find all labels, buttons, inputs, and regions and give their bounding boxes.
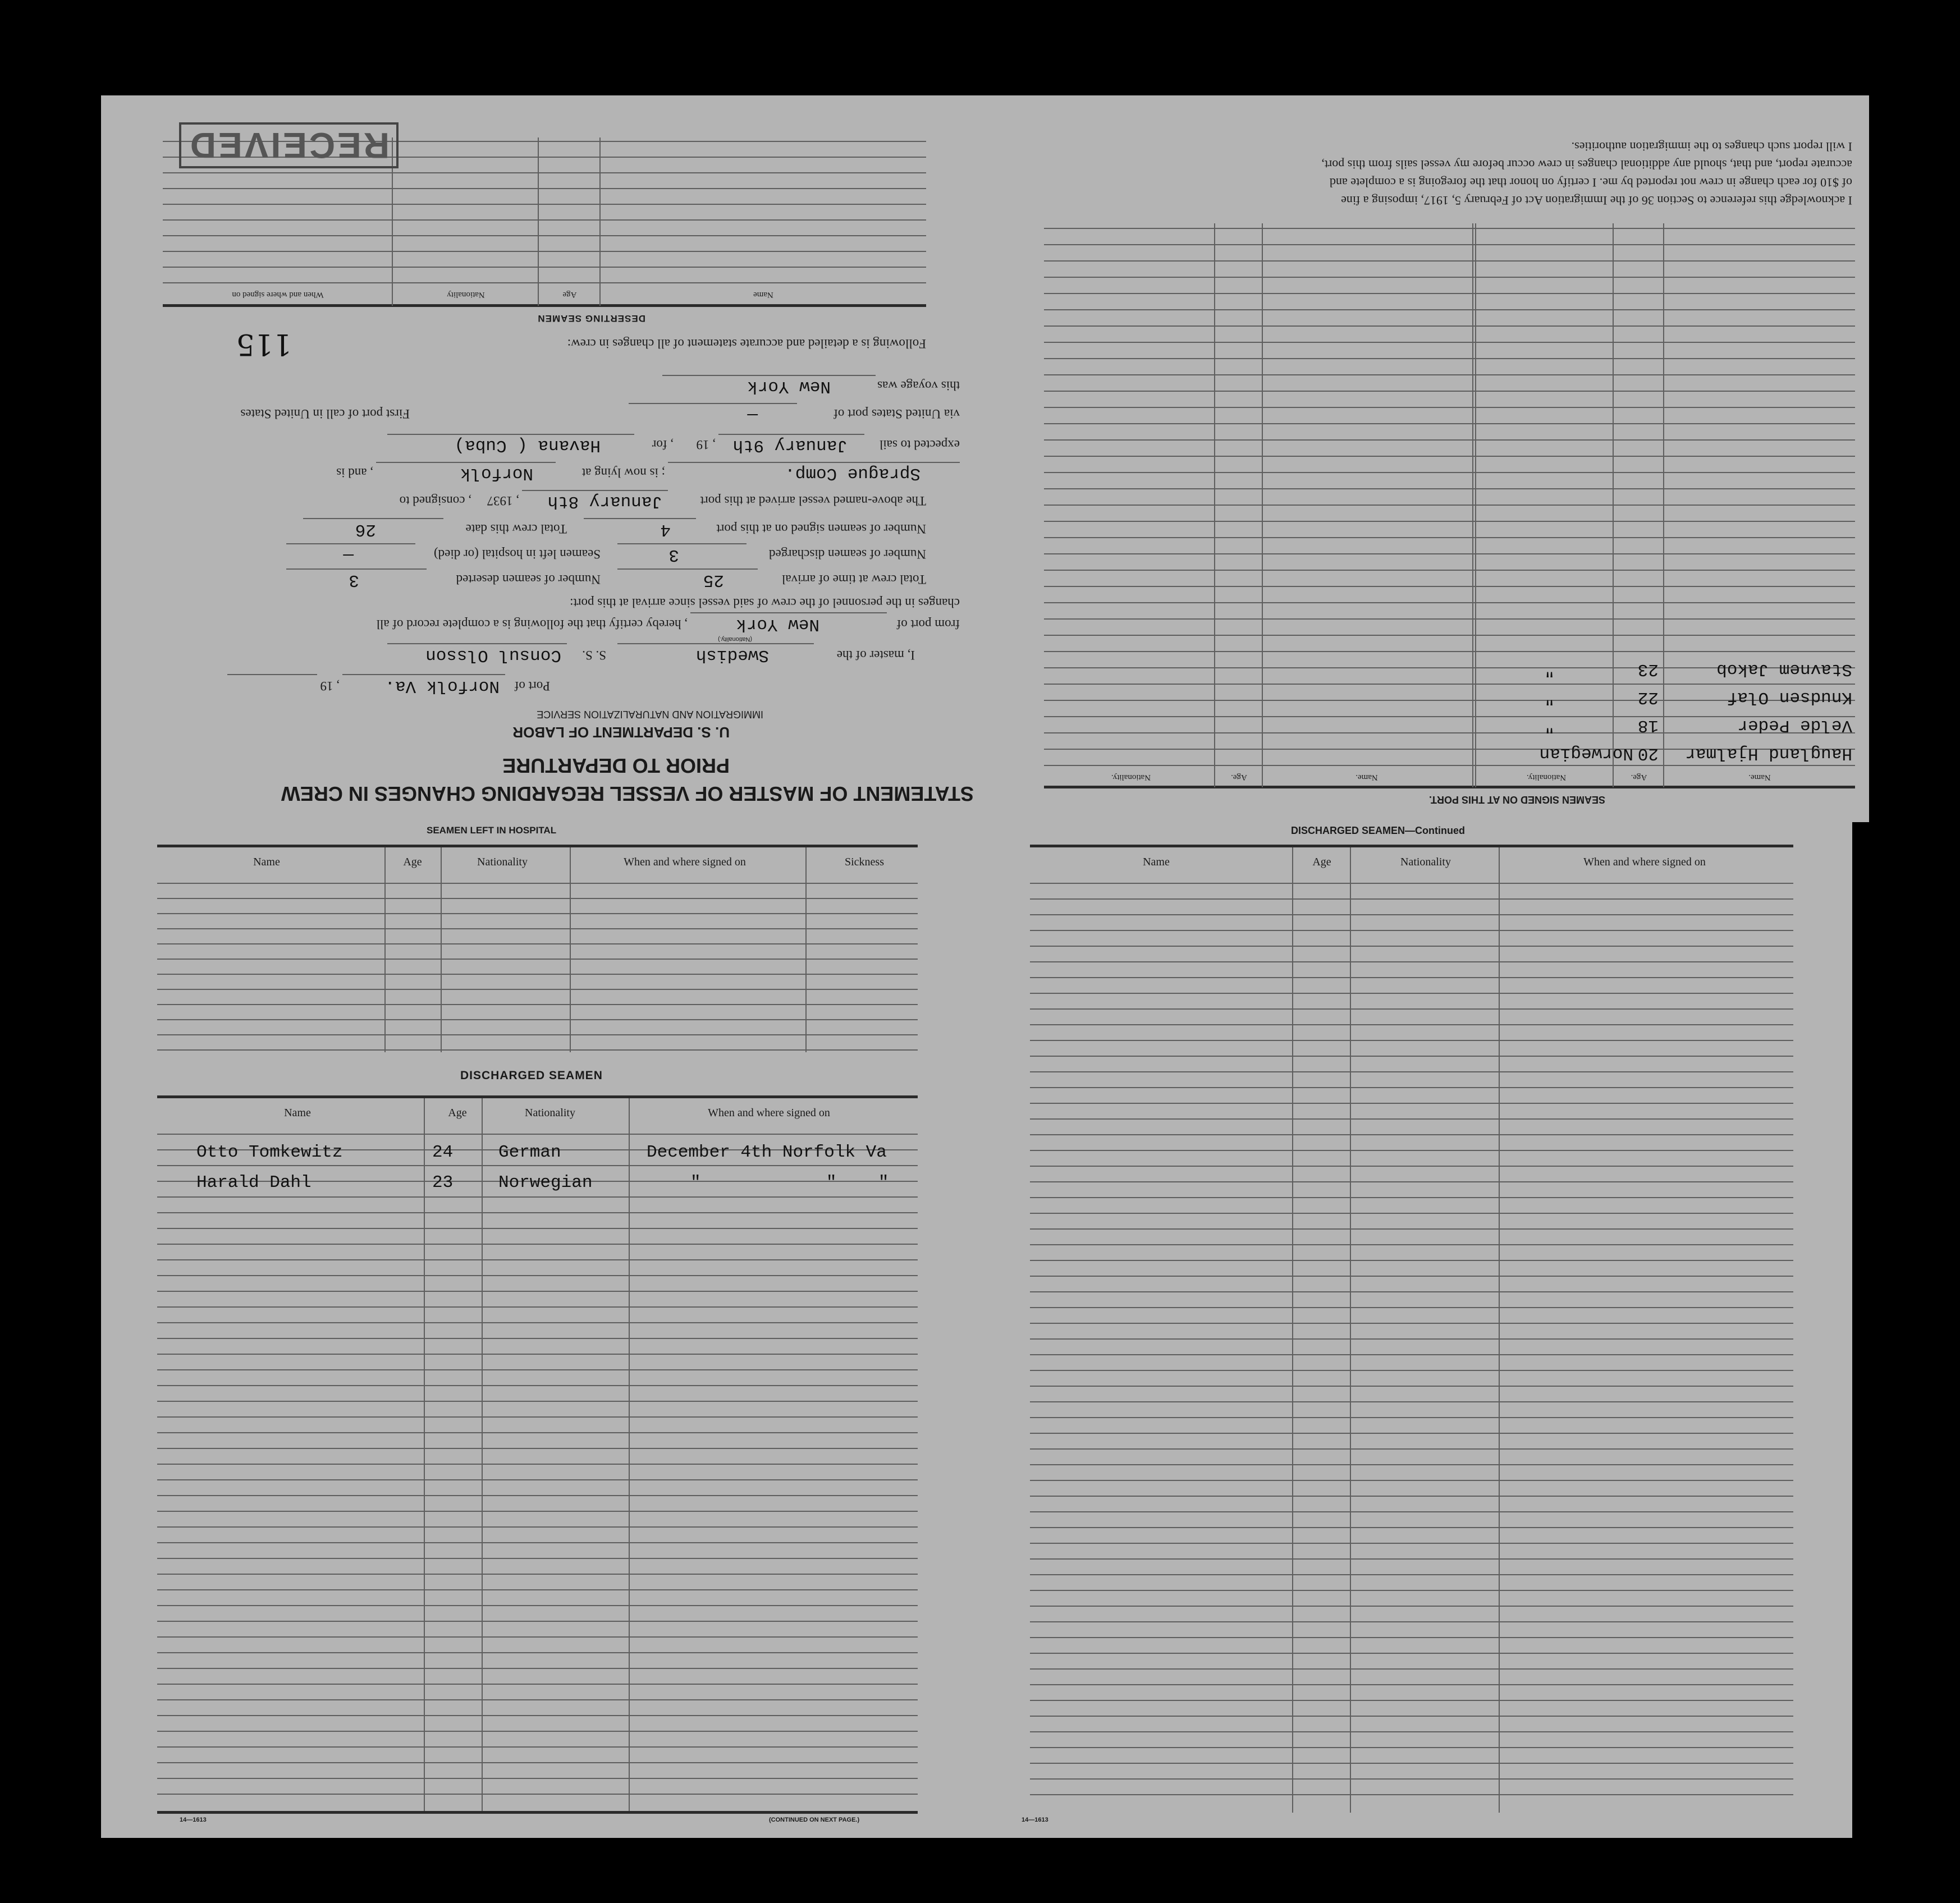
ruled-line xyxy=(157,1228,918,1229)
deserted-rule xyxy=(286,568,427,570)
nationality-value: Swedish xyxy=(695,645,769,665)
from-port-label: from port of xyxy=(896,617,960,631)
ruled-line xyxy=(163,235,926,236)
arrived-year: , 1937 xyxy=(487,494,519,508)
voyage-label: this voyage was xyxy=(877,379,960,393)
signed-on-col-nationality-left: Nationality. xyxy=(1526,773,1567,782)
ruled-line xyxy=(1044,765,1855,766)
ruled-line xyxy=(1030,883,1793,884)
ruled-line xyxy=(1044,472,1855,473)
ruled-line xyxy=(1030,1716,1793,1717)
ruled-line xyxy=(1030,1511,1793,1512)
signed-value: 4 xyxy=(660,520,671,539)
upper-right-rotated xyxy=(993,95,1869,822)
ruled-line xyxy=(1030,1056,1793,1057)
for-label: , for xyxy=(652,438,674,452)
signed-label: Number of seamen signed on at this port xyxy=(716,522,926,536)
ruled-line xyxy=(1030,1008,1793,1010)
ruled-line xyxy=(1044,439,1855,441)
ruled-line xyxy=(1030,1040,1793,1041)
ruled-line xyxy=(157,1165,918,1166)
ruled-line xyxy=(1030,1527,1793,1528)
discharged-row-1-signed-on: December 4th Norfolk Va xyxy=(647,1143,887,1162)
ruled-line xyxy=(1044,374,1855,375)
arrived-label: The above-named vessel arrived at this port xyxy=(700,494,926,508)
port-value: Norfolk Va. xyxy=(384,676,500,696)
signed-on-row-1-name: Haugland Hjalmar xyxy=(1685,744,1852,763)
deserted-value: 3 xyxy=(349,570,359,590)
ruled-line xyxy=(157,1731,918,1732)
hospital-col-age: Age xyxy=(403,856,422,868)
ruled-line xyxy=(157,1636,918,1638)
ruled-line xyxy=(157,1464,918,1465)
ruled-line xyxy=(1044,537,1855,538)
ruled-line xyxy=(157,1338,918,1339)
ruled-line xyxy=(157,1291,918,1292)
lower-right-page xyxy=(993,822,1852,1838)
deserting-col-name: Name xyxy=(753,290,773,299)
ruled-line xyxy=(1030,1778,1793,1780)
ruled-line xyxy=(157,1212,918,1213)
ruled-line xyxy=(1030,1071,1793,1072)
ruled-line xyxy=(1030,977,1793,978)
ruled-line xyxy=(157,1668,918,1669)
ruled-line xyxy=(157,1684,918,1685)
hospital-vline xyxy=(570,847,571,1052)
ruled-line xyxy=(157,883,918,884)
ruled-line xyxy=(157,1589,918,1590)
ruled-line xyxy=(1030,1684,1793,1685)
consigned-label: , consigned to xyxy=(399,494,471,508)
ruled-line xyxy=(1030,1433,1793,1434)
first-port-label: First port of call in United States xyxy=(240,407,410,421)
hospital-col-name: Name xyxy=(253,856,280,868)
deserting-col-age: Age xyxy=(562,290,577,299)
hospital-col-sickness: Sickness xyxy=(845,856,884,868)
ruled-line xyxy=(1044,342,1855,343)
vessel-rule xyxy=(387,643,567,644)
ruled-line xyxy=(1044,488,1855,489)
ruled-line xyxy=(163,267,926,268)
ruled-line xyxy=(1044,505,1855,506)
ruled-line xyxy=(157,1542,918,1543)
ack-line-1: I acknowledge this reference to Section 36 of the Immigration Act of February 5, 1917, imposing a fine xyxy=(1341,194,1852,208)
ruled-line xyxy=(1030,1747,1793,1748)
ruled-line xyxy=(1030,1448,1793,1450)
ruled-line xyxy=(157,1049,918,1051)
arrived-rule xyxy=(522,490,668,491)
ruled-line xyxy=(1030,1134,1793,1135)
ack-line-3: accurate report, and that, should any additional changes in crew occur before my vessel sails from this port, xyxy=(1321,158,1852,172)
continued-vline xyxy=(1350,847,1351,1813)
ruled-line xyxy=(157,1034,918,1035)
continued-note: (CONTINUED ON NEXT PAGE.) xyxy=(769,1817,860,1823)
handwritten-number: 115 xyxy=(236,327,292,361)
ruled-line xyxy=(1030,914,1793,915)
form-number: 14—1613 xyxy=(180,1817,207,1823)
ruled-line xyxy=(157,1019,918,1020)
ruled-line xyxy=(157,898,918,899)
year-rule xyxy=(227,674,317,675)
continued-vline xyxy=(1499,847,1500,1813)
and-is: , and is xyxy=(336,466,373,480)
ruled-line xyxy=(1044,309,1855,310)
ruled-line xyxy=(1030,1558,1793,1560)
deserting-col-nationality: Nationality xyxy=(447,290,485,299)
ruled-line xyxy=(1044,635,1855,636)
ruled-line xyxy=(1030,1621,1793,1622)
ruled-line xyxy=(1030,1543,1793,1544)
signed-on-row-2-nationality: " xyxy=(1544,716,1555,735)
total-label: Total crew this date xyxy=(465,522,567,536)
ruled-line xyxy=(157,1416,918,1418)
ruled-line xyxy=(1030,1197,1793,1198)
discharged-row-1-name: Otto Tomkewitz xyxy=(196,1143,343,1162)
ruled-line xyxy=(1044,521,1855,522)
ruled-line xyxy=(157,959,918,960)
expected-label: expected to sail xyxy=(879,438,960,452)
ruled-line xyxy=(1030,1323,1793,1324)
discharged-row-1-age: 24 xyxy=(432,1143,454,1162)
ruled-line xyxy=(163,219,926,221)
ruled-line xyxy=(1030,1668,1793,1670)
signed-on-row-1-age: 20 xyxy=(1637,744,1659,763)
ruled-line xyxy=(1030,946,1793,947)
hospital-vline xyxy=(384,847,386,1052)
year-prefix: , 19 xyxy=(320,679,340,693)
ruled-line xyxy=(1030,1166,1793,1167)
ruled-line xyxy=(157,1621,918,1622)
ruled-line xyxy=(157,1495,918,1496)
ruled-line xyxy=(1030,1354,1793,1355)
lying-label: ; is now lying at xyxy=(581,466,665,480)
via-rule xyxy=(629,403,797,404)
ruled-line xyxy=(1030,1731,1793,1732)
signed-on-row-2-name: Velde Peder xyxy=(1737,716,1852,735)
discharged-vline xyxy=(482,1098,483,1811)
deserting-col-signed-on: When and where signed on xyxy=(232,290,324,299)
ruled-line xyxy=(1030,1024,1793,1025)
hospital-vline xyxy=(441,847,442,1052)
ruled-line xyxy=(1044,651,1855,652)
master-line: I, master of the xyxy=(836,648,915,662)
discharged-label: Number of seamen discharged xyxy=(769,547,926,561)
continued-col-signed-on: When and where signed on xyxy=(1583,856,1706,868)
following-text: Following is a detailed and accurate statement of all changes in crew: xyxy=(567,337,926,351)
ruled-line xyxy=(1030,1103,1793,1104)
deserting-vline xyxy=(538,137,539,306)
ruled-line xyxy=(1044,586,1855,587)
form-number-right: 14—1613 xyxy=(1022,1817,1048,1823)
ack-line-2: of $10 for each change in crew not reported by me. I certify on honor that the foregoing is a complete and xyxy=(1330,176,1852,190)
ruled-line xyxy=(1030,1370,1793,1371)
first-port-value: New York xyxy=(747,377,831,396)
continued-col-nationality: Nationality xyxy=(1400,856,1451,868)
ruled-line xyxy=(1044,277,1855,278)
ruled-line xyxy=(157,1511,918,1512)
total-rule xyxy=(303,518,443,519)
continued-vline xyxy=(1292,847,1293,1813)
ruled-line xyxy=(157,943,918,944)
ruled-line xyxy=(157,1004,918,1005)
ruled-line xyxy=(1044,407,1855,408)
ruled-line xyxy=(1030,1590,1793,1591)
ruled-line xyxy=(157,1558,918,1559)
discharged-col-name: Name xyxy=(284,1107,311,1119)
ruled-line xyxy=(157,1479,918,1480)
bottom-rule xyxy=(157,1811,918,1814)
discharged-value: 3 xyxy=(668,545,679,565)
ruled-line xyxy=(157,1401,918,1402)
deserted-label: Number of seamen deserted xyxy=(456,572,601,586)
ruled-line xyxy=(157,1259,918,1260)
ruled-line xyxy=(1030,1244,1793,1245)
ruled-line xyxy=(1044,618,1855,620)
hospital-value: — xyxy=(343,545,354,565)
signed-on-col-name-right: Name. xyxy=(1355,773,1378,782)
lying-value: Norfolk xyxy=(460,464,533,483)
discharged-vline xyxy=(424,1098,425,1811)
lower-left-page xyxy=(101,822,993,1838)
destination-value: Havana ( Cuba) xyxy=(454,435,601,455)
ruled-line xyxy=(1044,325,1855,327)
certify-text: , hereby certify that the following is a complete record of all xyxy=(376,617,688,631)
ruled-line xyxy=(157,1652,918,1653)
continued-top-rule xyxy=(1030,845,1793,847)
ruled-line xyxy=(1030,1338,1793,1340)
ruled-line xyxy=(1030,1401,1793,1402)
discharged-col-signed-on: When and where signed on xyxy=(708,1107,830,1119)
discharged-row-2-nationality: Norwegian xyxy=(498,1173,593,1193)
ruled-line xyxy=(157,1715,918,1716)
changes-text: changes in the personnel of the crew of said vessel since arrival at this port: xyxy=(570,596,960,610)
ruled-line xyxy=(1030,1763,1793,1764)
ruled-line xyxy=(157,1794,918,1795)
signed-on-row-4-name: Stavnem Jakob xyxy=(1716,659,1852,679)
ruled-line xyxy=(1044,732,1855,733)
ruled-line xyxy=(1030,1606,1793,1607)
ruled-line xyxy=(1044,228,1855,229)
ruled-line xyxy=(1030,898,1793,900)
ruled-line xyxy=(157,1746,918,1748)
ruled-line xyxy=(157,1275,918,1276)
ruled-line xyxy=(1030,961,1793,962)
ruled-line xyxy=(163,188,926,189)
discharged-row-2-age: 23 xyxy=(432,1173,454,1193)
ruled-line xyxy=(157,1699,918,1700)
department: U. S. DEPARTMENT OF LABOR xyxy=(512,724,730,741)
hospital-top-rule xyxy=(157,845,918,847)
ruled-line xyxy=(1044,358,1855,359)
ruled-line xyxy=(1030,1496,1793,1497)
ruled-line xyxy=(1044,570,1855,571)
consignee-rule xyxy=(668,462,960,463)
upper-left-page xyxy=(101,95,993,822)
sail-year: , 19 xyxy=(696,438,716,452)
ruled-line xyxy=(157,1306,918,1308)
ruled-line xyxy=(1030,1574,1793,1575)
via-label: via United States port of xyxy=(834,407,960,421)
continued-col-name: Name xyxy=(1143,856,1170,868)
ruled-line xyxy=(1030,1653,1793,1654)
vessel-prefix: S. S. xyxy=(582,648,606,662)
ruled-line xyxy=(1044,423,1855,424)
ruled-line xyxy=(1044,684,1855,685)
discharged-col-age: Age xyxy=(448,1107,467,1119)
signed-on-row-3-age: 22 xyxy=(1637,687,1659,707)
ruled-line xyxy=(157,1526,918,1528)
ruled-line xyxy=(157,1322,918,1323)
deserting-top-rule xyxy=(163,304,926,307)
ruled-line xyxy=(1044,456,1855,457)
ruled-line xyxy=(157,928,918,929)
crew-arrival-label: Total crew at time of arrival xyxy=(781,572,926,586)
ruled-line xyxy=(1030,1291,1793,1292)
signed-on-col-age-left: Age. xyxy=(1631,773,1647,782)
ruled-line xyxy=(157,974,918,975)
ruled-line xyxy=(163,251,926,252)
total-value: 26 xyxy=(355,520,376,539)
ruled-line xyxy=(1030,1087,1793,1088)
ruled-line xyxy=(157,1778,918,1779)
from-port-value: New York xyxy=(736,615,819,634)
signed-on-top-rule xyxy=(1044,786,1855,788)
signed-on-row-1-nationality: Norwegian xyxy=(1539,744,1633,763)
hospital-label: Seamen left in hospital (or died) xyxy=(433,547,601,561)
ruled-line xyxy=(157,1134,918,1135)
discharged-title: DISCHARGED SEAMEN xyxy=(460,1069,603,1082)
signed-rule xyxy=(584,518,696,519)
signed-on-row-4-nationality: " xyxy=(1544,659,1555,679)
ruled-line xyxy=(157,1432,918,1433)
ruled-line xyxy=(157,1385,918,1386)
sail-date: January 9th xyxy=(732,435,848,455)
discharged-col-nationality: Nationality xyxy=(525,1107,575,1119)
upper-left-rotated xyxy=(101,95,993,822)
ruled-line xyxy=(163,204,926,205)
ruled-line xyxy=(1030,1213,1793,1214)
continued-title: DISCHARGED SEAMEN—Continued xyxy=(1291,825,1465,836)
signed-on-row-3-name: Knudsen Olaf xyxy=(1727,687,1852,707)
nationality-rule xyxy=(617,643,814,644)
ruled-line xyxy=(157,1196,918,1198)
vessel-value: Consul Olsson xyxy=(425,645,561,665)
ruled-line xyxy=(157,1605,918,1606)
ruled-line xyxy=(1030,1150,1793,1151)
ruled-line xyxy=(157,1574,918,1575)
signed-on-title: SEAMEN SIGNED ON AT THIS PORT. xyxy=(1428,794,1605,805)
ruled-line xyxy=(157,1762,918,1763)
from-port-rule xyxy=(690,612,887,613)
ruled-line xyxy=(1030,1276,1793,1277)
signed-on-row-2-age: 18 xyxy=(1637,716,1659,735)
crew-arrival-value: 25 xyxy=(703,570,724,590)
hospital-col-nationality: Nationality xyxy=(477,856,528,868)
ruled-line xyxy=(1030,930,1793,931)
ruled-line xyxy=(1030,1794,1793,1795)
lying-rule xyxy=(376,462,556,463)
ruled-line xyxy=(1044,260,1855,262)
port-label: Port of xyxy=(514,679,550,693)
crew-arrival-rule xyxy=(617,568,758,570)
discharged-row-2-name: Harald Dahl xyxy=(196,1173,312,1193)
deserting-title: DESERTING SEAMEN xyxy=(537,313,645,324)
discharged-row-1-nationality: German xyxy=(498,1143,561,1162)
ruled-line xyxy=(157,1369,918,1370)
ruled-line xyxy=(1030,1260,1793,1261)
ruled-line xyxy=(157,1354,918,1355)
discharged-row-2-signed-on: " " " xyxy=(690,1173,889,1193)
ruled-line xyxy=(1044,716,1855,717)
signed-on-row-3-nationality: " xyxy=(1544,687,1555,707)
upper-right-page xyxy=(993,95,1869,822)
signed-on-col-nationality-right: Nationality. xyxy=(1111,773,1151,782)
ruled-line xyxy=(1030,1118,1793,1120)
ruled-line xyxy=(1044,602,1855,603)
port-rule xyxy=(342,674,505,675)
arrived-date: January 8th xyxy=(547,492,662,511)
ruled-line xyxy=(157,913,918,914)
ruled-line xyxy=(163,172,926,173)
hospital-rule xyxy=(286,543,415,544)
ruled-line xyxy=(1030,1464,1793,1465)
signed-on-row-4-age: 23 xyxy=(1637,659,1659,679)
ruled-line xyxy=(1030,1307,1793,1308)
ruled-line xyxy=(1030,1480,1793,1481)
ruled-line xyxy=(157,1448,918,1449)
discharged-vline xyxy=(629,1098,630,1811)
ruled-line xyxy=(1030,1228,1793,1230)
consignee-value: Sprague Comp. xyxy=(785,464,921,483)
via-value: — xyxy=(747,405,758,424)
ruled-line xyxy=(1044,553,1855,554)
ack-line-4: I will report such changes to the immigration authorities. xyxy=(1571,140,1852,154)
service: IMMIGRATION AND NATURALIZATION SERVICE xyxy=(537,709,763,720)
hospital-title: SEAMEN LEFT IN HOSPITAL xyxy=(427,825,557,836)
ruled-line xyxy=(157,1244,918,1245)
ruled-line xyxy=(1044,391,1855,392)
deserting-vline xyxy=(599,137,601,306)
signed-on-col-name-left: Name. xyxy=(1748,773,1771,782)
hospital-vline xyxy=(805,847,807,1052)
nationality-caption: (Nationality.) xyxy=(718,636,752,643)
ruled-line xyxy=(1030,1386,1793,1387)
continued-col-age: Age xyxy=(1312,856,1331,868)
ruled-line xyxy=(163,282,926,283)
destination-rule xyxy=(387,434,634,435)
ruled-line xyxy=(157,989,918,990)
first-port-rule xyxy=(662,375,876,376)
hospital-col-signed-on: When and where signed on xyxy=(624,856,746,868)
ruled-line xyxy=(1030,1637,1793,1638)
discharged-top-rule xyxy=(157,1095,918,1098)
ruled-line xyxy=(1030,1181,1793,1182)
statement-title-line1: STATEMENT OF MASTER OF VESSEL REGARDING CHANGES IN CREW xyxy=(281,782,974,805)
sail-rule xyxy=(718,434,864,435)
ruled-line xyxy=(1044,293,1855,294)
discharged-rule xyxy=(617,543,747,544)
received-stamp: RECEIVED xyxy=(179,122,399,168)
statement-title-line2: PRIOR TO DEPARTURE xyxy=(502,754,730,777)
ruled-line xyxy=(1030,1417,1793,1418)
signed-on-col-age-right: Age. xyxy=(1231,773,1247,782)
ruled-line xyxy=(1030,993,1793,994)
ruled-line xyxy=(1030,1700,1793,1701)
ruled-line xyxy=(1044,244,1855,245)
